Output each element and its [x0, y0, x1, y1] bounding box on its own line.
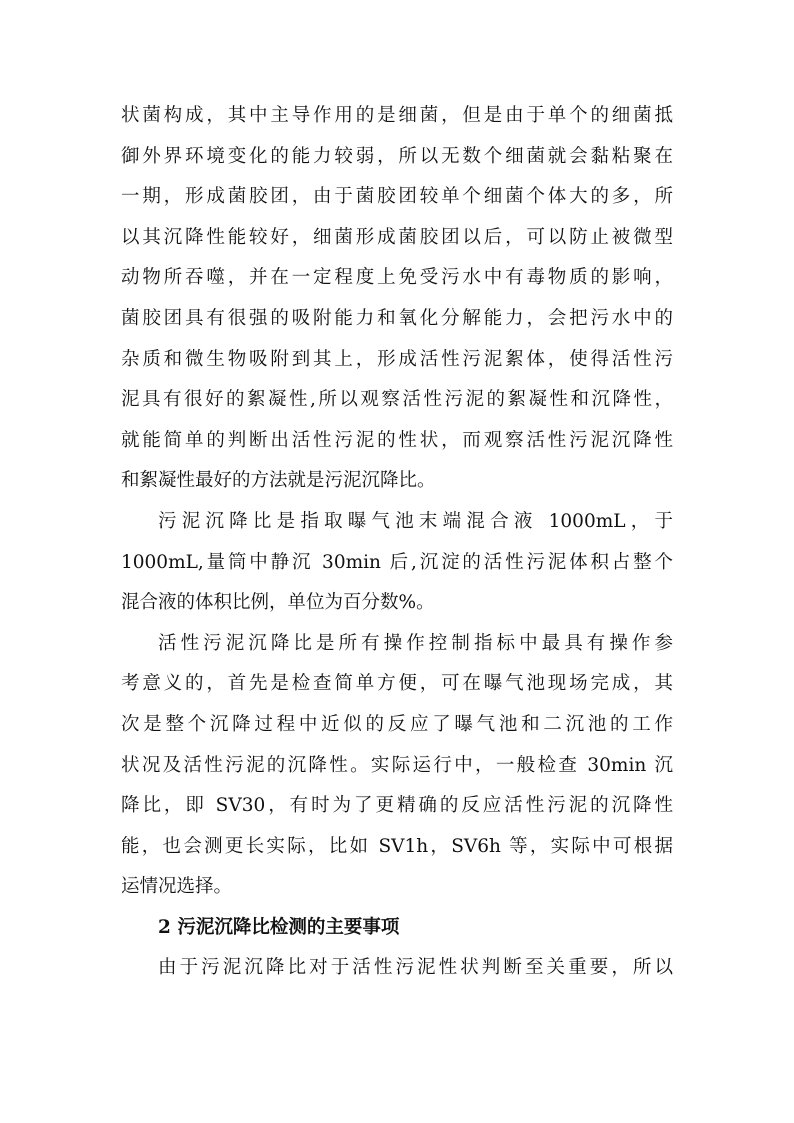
paragraph-3	[121, 624, 673, 908]
paragraph-1	[121, 96, 673, 502]
text-line: 菌胶团具有很强的吸附能力和氧化分解能力，会把污水中的	[121, 307, 673, 329]
text-line: 1000mL,量筒中静沉 30min 后,沉淀的活性污泥体积占整个	[121, 551, 673, 573]
text-line: 和絮凝性最好的方法就是污泥沉降比。	[121, 470, 436, 492]
text-line: 以其沉降性能较好，细菌形成菌胶团以后，可以防止被微型	[121, 226, 673, 248]
text-line: 一期，形成菌胶团，由于菌胶团较单个细菌个体大的多，所	[121, 186, 673, 208]
text-line: 降比，即 SV30，有时为了更精确的反应活性污泥的沉降性	[121, 795, 673, 817]
text-line: 运情况选择。	[121, 876, 233, 898]
text-line: 能，也会测更长实际，比如 SV1h，SV6h 等，实际中可根据	[121, 835, 673, 857]
text-line: 活性污泥沉降比是所有操作控制指标中最具有操作参	[158, 632, 673, 654]
text-line: 由于污泥沉降比对于活性污泥性状判断至关重要，所以	[158, 957, 673, 979]
text-line: 考意义的，首先是检查简单方便，可在曝气池现场完成，其	[121, 673, 673, 695]
text-line: 状况及活性污泥的沉降性。实际运行中，一般检查 30min 沉	[121, 754, 673, 776]
text-line: 就能简单的判断出活性污泥的性状，而观察活性污泥沉降性	[121, 429, 673, 451]
document-body	[121, 96, 673, 989]
text-line: 混合液的体积比例，单位为百分数%。	[121, 592, 435, 614]
text-line: 次是整个沉降过程中近似的反应了曝气池和二沉池的工作	[121, 713, 673, 735]
paragraph-2	[121, 502, 673, 624]
section-heading: 2 污泥沉降比检测的主要事项	[158, 916, 400, 938]
text-line: 污泥沉降比是指取曝气池末端混合液 1000mL，于	[158, 510, 673, 532]
text-line: 泥具有很好的絮凝性,所以观察活性污泥的絮凝性和沉降性，	[121, 389, 673, 411]
text-line: 动物所吞噬，并在一定程度上免受污水中有毒物质的影响，	[121, 267, 673, 289]
text-line: 御外界环境变化的能力较弱，所以无数个细菌就会黏粘聚在	[121, 145, 673, 167]
paragraph-4	[121, 948, 673, 989]
text-line: 杂质和微生物吸附到其上，形成活性污泥絮体，使得活性污	[121, 348, 673, 370]
text-line: 状菌构成，其中主导作用的是细菌，但是由于单个的细菌抵	[121, 105, 673, 126]
